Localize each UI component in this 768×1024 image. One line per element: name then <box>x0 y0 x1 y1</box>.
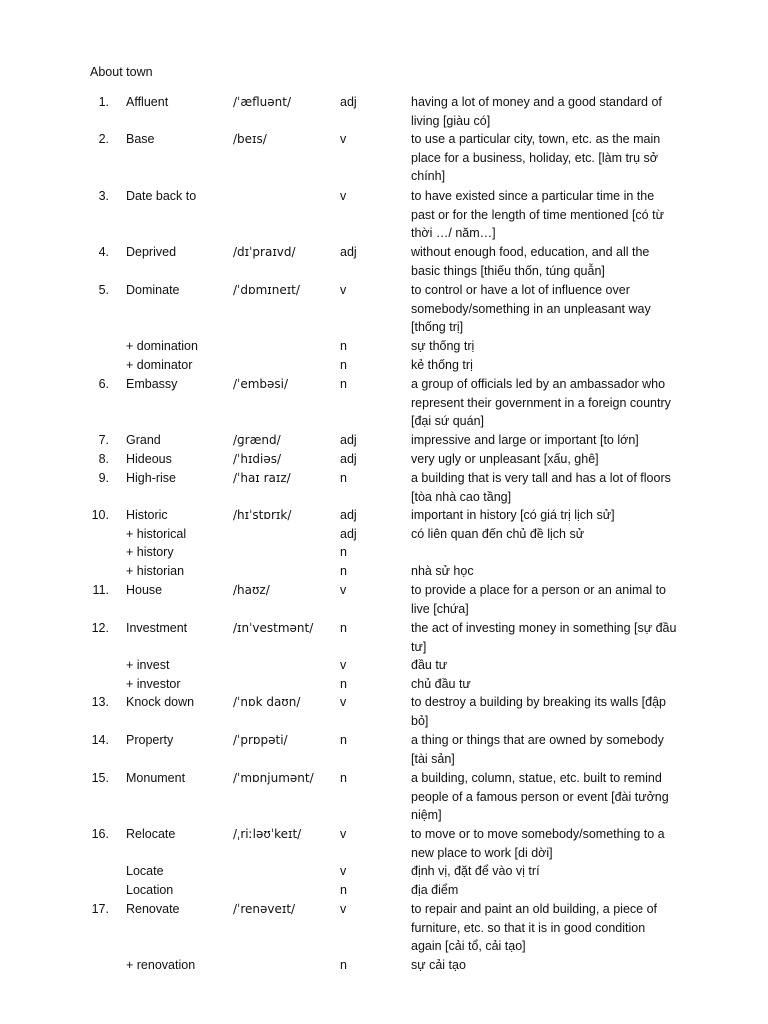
entry-word: Embassy <box>126 377 178 391</box>
entry-definition: having a lot of money and a good standard of living [giàu có] <box>411 95 662 128</box>
entry-part-of-speech: adj <box>340 452 357 466</box>
entry-part-of-speech: adj <box>340 527 357 541</box>
entry-pronunciation: /dɪˈpraɪvd/ <box>233 245 296 259</box>
entry-word: Base <box>126 132 155 146</box>
entry-part-of-speech: v <box>340 827 347 841</box>
entry-word: Monument <box>126 771 186 785</box>
entry-word: High-rise <box>126 471 177 485</box>
entry-number: 14. <box>91 733 109 747</box>
entry-part-of-speech: n <box>340 677 347 691</box>
entry-pronunciation: /ˈhaɪ raɪz/ <box>233 471 291 485</box>
entry-pronunciation: /ˈdɒmɪneɪt/ <box>233 283 300 297</box>
entry-number: 8. <box>98 452 109 466</box>
entry-part-of-speech: v <box>340 132 347 146</box>
entry-number: 1. <box>98 95 109 109</box>
entry-definition: có liên quan đến chủ đề lịch sử <box>411 527 585 541</box>
entry-number: 3. <box>98 189 109 203</box>
entry-definition: a group of officials led by an ambassador who represent their government in a foreign country [đại sứ quán] <box>411 377 671 429</box>
entry-word: Renovate <box>126 902 180 916</box>
entry-definition: impressive and large or important [to lớn] <box>411 433 639 447</box>
entry-definition: nhà sử học <box>411 564 474 578</box>
entry-definition: đầu tư <box>411 658 448 672</box>
entry-definition: to move or to move somebody/something to a new place to work [di dời] <box>411 827 665 860</box>
entry-number: 6. <box>98 377 109 391</box>
entry-word: + dominator <box>126 358 193 372</box>
entry-pronunciation: /ˈæfluənt/ <box>233 95 292 109</box>
entry-word: + renovation <box>126 958 196 972</box>
entry-number: 10. <box>91 508 109 522</box>
entry-word: Deprived <box>126 245 177 259</box>
entry-definition: without enough food, education, and all the basic things [thiếu thốn, túng quẫn] <box>411 245 650 278</box>
entry-pronunciation: /ˈhɪdiəs/ <box>233 452 282 466</box>
entry-number: 4. <box>98 245 109 259</box>
entry-part-of-speech: n <box>340 545 347 559</box>
entry-pronunciation: /hɪˈstɒrɪk/ <box>233 508 292 522</box>
entry-definition: sự cải tạo <box>411 958 466 972</box>
entry-part-of-speech: n <box>340 471 347 485</box>
entry-word: Investment <box>126 621 188 635</box>
entry-word: + invest <box>126 658 170 672</box>
entry-pronunciation: /ɡrænd/ <box>233 433 281 447</box>
entry-word: Location <box>126 883 174 897</box>
entry-definition: the act of investing money in something [sự đầu tư] <box>411 621 677 654</box>
entry-part-of-speech: n <box>340 621 347 635</box>
entry-part-of-speech: adj <box>340 245 357 259</box>
entry-word: + historian <box>126 564 185 578</box>
entry-word: Relocate <box>126 827 176 841</box>
entry-part-of-speech: n <box>340 358 347 372</box>
entry-word: Grand <box>126 433 161 447</box>
entry-pronunciation: /ˈrenəveɪt/ <box>233 902 296 916</box>
entry-definition: định vị, đặt để vào vị trí <box>411 864 540 878</box>
entry-part-of-speech: n <box>340 564 347 578</box>
entry-pronunciation: /ɪnˈvestmənt/ <box>233 621 314 635</box>
entry-word: Knock down <box>126 695 195 709</box>
entry-part-of-speech: adj <box>340 95 357 109</box>
entry-part-of-speech: v <box>340 695 347 709</box>
entry-pronunciation: /beɪs/ <box>233 132 267 146</box>
entry-definition: sự thống trị <box>411 339 475 353</box>
entry-definition: to have existed since a particular time in the past or for the length of time mentioned [có từ thời …/ năm…] <box>411 189 664 241</box>
entry-part-of-speech: v <box>340 583 347 597</box>
entry-word: + historical <box>126 527 187 541</box>
entry-definition: a building that is very tall and has a lot of floors [tòa nhà cao tầng] <box>411 471 671 504</box>
entry-definition: to provide a place for a person or an animal to live [chứa] <box>411 583 667 616</box>
entry-definition: important in history [có giá trị lịch sử] <box>411 508 615 522</box>
entry-part-of-speech: n <box>340 733 347 747</box>
entry-pronunciation: /ˈnɒk daʊn/ <box>233 695 301 709</box>
entry-number: 16. <box>91 827 109 841</box>
entry-word: + domination <box>126 339 198 353</box>
entry-word: Historic <box>126 508 168 522</box>
entry-number: 11. <box>92 583 109 597</box>
entry-part-of-speech: n <box>340 339 347 353</box>
entry-number: 7. <box>98 433 109 447</box>
entry-word: Locate <box>126 864 164 878</box>
entry-definition: to destroy a building by breaking its walls [đập bỏ] <box>411 695 667 728</box>
entry-number: 17. <box>91 902 109 916</box>
entry-pronunciation: /ˈprɒpəti/ <box>233 733 288 747</box>
entry-part-of-speech: v <box>340 864 347 878</box>
entry-word: Property <box>126 733 174 747</box>
entry-part-of-speech: v <box>340 658 347 672</box>
entry-word: Hideous <box>126 452 172 466</box>
entry-number: 5. <box>98 283 109 297</box>
entry-definition: a thing or things that are owned by somebody [tài sản] <box>411 733 664 766</box>
entry-definition: chủ đầu tư <box>411 677 471 691</box>
entry-definition: to use a particular city, town, etc. as the main place for a business, holiday, etc. [làm trụ sở chính] <box>411 132 661 184</box>
entry-word: Affluent <box>126 95 169 109</box>
entry-part-of-speech: adj <box>340 433 357 447</box>
entry-word: + investor <box>126 677 181 691</box>
entry-part-of-speech: adj <box>340 508 357 522</box>
entry-definition: a building, column, statue, etc. built to remind people of a famous person or event [đài tưởng niệm] <box>411 771 669 823</box>
entry-part-of-speech: n <box>340 377 347 391</box>
entry-part-of-speech: n <box>340 958 347 972</box>
entry-pronunciation: /ˌriːləʊˈkeɪt/ <box>233 827 302 841</box>
entry-number: 12. <box>91 621 109 635</box>
entry-number: 13. <box>91 695 109 709</box>
entry-part-of-speech: n <box>340 771 347 785</box>
section-title: About town <box>90 65 153 79</box>
entry-part-of-speech: v <box>340 902 347 916</box>
entry-word: Date back to <box>126 189 197 203</box>
entry-word: House <box>126 583 163 597</box>
entry-definition: to control or have a lot of influence over somebody/something in an unpleasant way [thống trị] <box>411 283 651 335</box>
entry-definition: to repair and paint an old building, a piece of furniture, etc. so that it is in good condition again [cải tổ, cải tạo] <box>411 902 658 954</box>
entry-definition: địa điểm <box>411 883 459 897</box>
entry-number: 15. <box>91 771 109 785</box>
entry-part-of-speech: v <box>340 189 347 203</box>
entry-pronunciation: /ˈmɒnjumənt/ <box>233 771 314 785</box>
entry-definition: very ugly or unpleasant [xấu, ghê] <box>411 452 599 466</box>
entry-number: 2. <box>98 132 109 146</box>
entry-part-of-speech: n <box>340 883 347 897</box>
entry-number: 9. <box>98 471 109 485</box>
entry-pronunciation: /ˈembəsi/ <box>233 377 289 391</box>
entry-pronunciation: /haʊz/ <box>233 583 270 597</box>
entry-part-of-speech: v <box>340 283 347 297</box>
entry-word: Dominate <box>126 283 180 297</box>
entry-definition: kẻ thống trị <box>411 358 473 372</box>
entry-word: + history <box>126 545 174 559</box>
